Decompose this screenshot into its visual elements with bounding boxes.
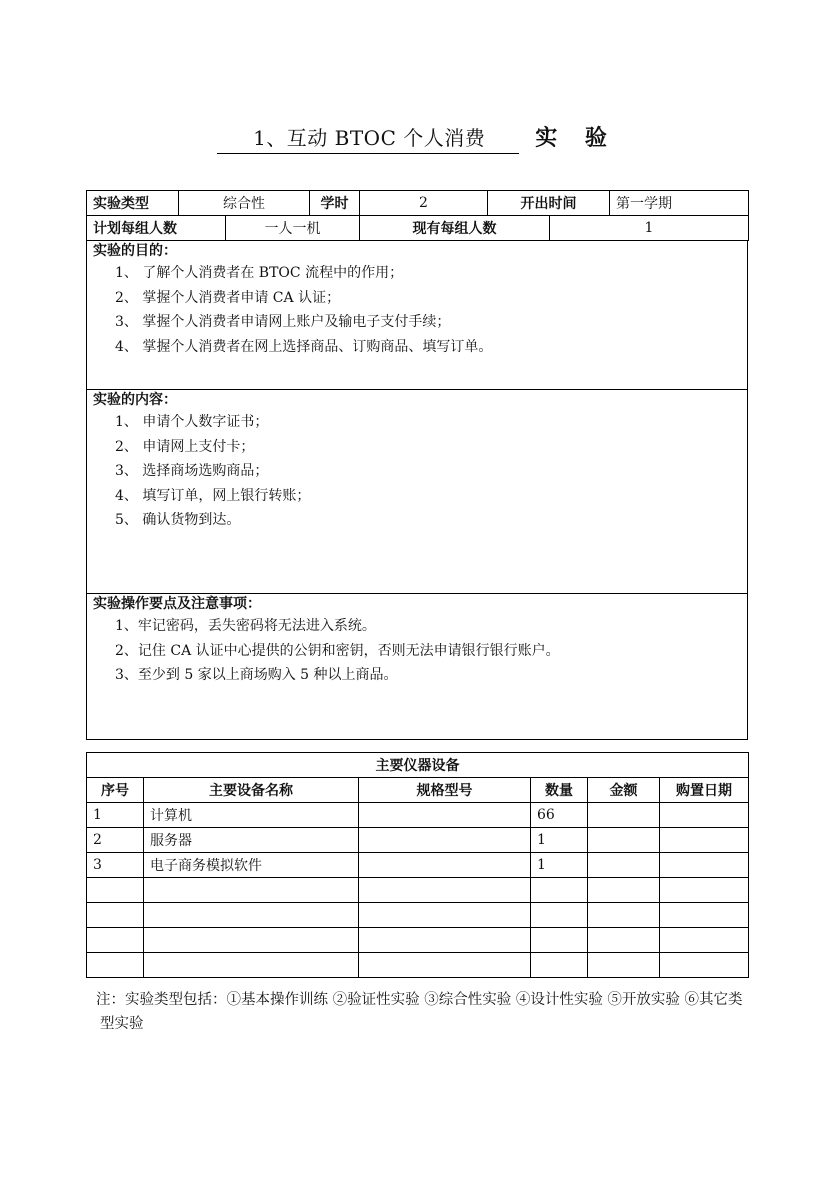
type-label: 实验类型: [87, 191, 179, 216]
plan-label: 计划每组人数: [87, 216, 226, 241]
type-value: 综合性: [179, 191, 310, 216]
equipment-table: [86, 752, 749, 978]
cell-qty: [531, 953, 588, 978]
plan-value: 一人一机: [226, 216, 360, 241]
cell-name: [144, 903, 359, 928]
content-item: 5、 确认货物到达。: [115, 512, 241, 528]
column-header: 购置日期: [660, 778, 749, 803]
cell-qty: 1: [531, 853, 588, 878]
cell-amount: [588, 903, 660, 928]
actual-value: 1: [550, 216, 749, 241]
cell-name: 计算机: [144, 803, 359, 828]
table-row: [87, 803, 749, 828]
notes-item: 1、牢记密码，丢失密码将无法进入系统。: [115, 618, 376, 634]
footnote: 注：实验类型包括：①基本操作训练 ②验证性实验 ③综合性实验 ④设计性实验 ⑤开放实验 ⑥其它类型实验: [96, 992, 743, 1032]
purpose-item: 2、 掌握个人消费者申请 CA 认证；: [115, 289, 341, 306]
cell-index: [87, 903, 144, 928]
content-section: [87, 390, 748, 594]
cell-name: 电子商务模拟软件: [144, 853, 359, 878]
title-suffix: 实 验: [535, 126, 617, 151]
document-title: [0, 125, 834, 154]
purpose-item: 4、 掌握个人消费者在网上选择商品、订购商品、填写订单。: [115, 338, 493, 355]
table-row: [87, 828, 749, 853]
cell-model: [359, 903, 531, 928]
meta-table: [86, 190, 749, 241]
column-header: 规格型号: [359, 778, 531, 803]
meta-row-2: [87, 216, 749, 241]
cell-index: 1: [87, 803, 144, 828]
table-row: [87, 878, 749, 903]
cell-date: [660, 878, 749, 903]
equipment-heading: 主要仪器设备: [87, 753, 749, 778]
cell-qty: [531, 878, 588, 903]
content-heading: 实验的内容：: [93, 392, 177, 408]
cell-model: [359, 803, 531, 828]
cell-date: [660, 903, 749, 928]
cell-name: [144, 953, 359, 978]
table-row: [87, 928, 749, 953]
cell-model: [359, 878, 531, 903]
table-row: [87, 953, 749, 978]
cell-name: [144, 928, 359, 953]
hours-value: 2: [360, 191, 488, 216]
column-header: 序号: [87, 778, 144, 803]
purpose-item: 1、 了解个人消费者在 BTOC 流程中的作用；: [115, 265, 404, 281]
cell-model: [359, 953, 531, 978]
cell-qty: 66: [531, 803, 588, 828]
purpose-heading: 实验的目的：: [93, 243, 177, 259]
cell-amount: [588, 853, 660, 878]
cell-amount: [588, 828, 660, 853]
actual-label: 现有每组人数: [360, 216, 550, 241]
time-label: 开出时间: [488, 191, 610, 216]
cell-amount: [588, 953, 660, 978]
cell-qty: [531, 928, 588, 953]
cell-model: [359, 853, 531, 878]
content-item: 4、 填写订单，网上银行转账；: [115, 487, 311, 504]
cell-amount: [588, 928, 660, 953]
hours-label: 学时: [310, 191, 360, 216]
notes-item: 3、至少到 5 家以上商场购入 5 种以上商品。: [115, 667, 398, 683]
cell-index: [87, 953, 144, 978]
equipment-header-row: [87, 778, 749, 803]
equipment-heading-row: [87, 753, 749, 778]
notes-heading: 实验操作要点及注意事项：: [93, 596, 261, 612]
notes-section: [87, 594, 748, 740]
cell-index: [87, 878, 144, 903]
cell-index: [87, 928, 144, 953]
content-item: 1、 申请个人数字证书；: [115, 414, 269, 430]
content-item: 2、 申请网上支付卡；: [115, 438, 255, 455]
cell-name: [144, 878, 359, 903]
cell-date: [660, 803, 749, 828]
cell-index: 2: [87, 828, 144, 853]
cell-index: 3: [87, 853, 144, 878]
column-header: 主要设备名称: [144, 778, 359, 803]
column-header: 数量: [531, 778, 588, 803]
cell-date: [660, 828, 749, 853]
purpose-section: [87, 241, 748, 390]
notes-item: 2、记住 CA 认证中心提供的公钥和密钥，否则无法申请银行银行账户。: [115, 642, 560, 659]
table-row: [87, 853, 749, 878]
cell-model: [359, 828, 531, 853]
cell-amount: [588, 803, 660, 828]
cell-date: [660, 853, 749, 878]
time-value: 第一学期: [610, 191, 749, 216]
cell-qty: 1: [531, 828, 588, 853]
sections-table: [86, 240, 748, 740]
cell-date: [660, 928, 749, 953]
meta-row-1: [87, 191, 749, 216]
purpose-item: 3、 掌握个人消费者申请网上账户及输电子支付手续；: [115, 314, 451, 330]
column-header: 金额: [588, 778, 660, 803]
cell-name: 服务器: [144, 828, 359, 853]
content-item: 3、 选择商场选购商品；: [115, 463, 269, 479]
cell-amount: [588, 878, 660, 903]
cell-date: [660, 953, 749, 978]
title-main: 1、互动 BTOC 个人消费: [217, 125, 519, 154]
table-row: [87, 903, 749, 928]
cell-qty: [531, 903, 588, 928]
cell-model: [359, 928, 531, 953]
